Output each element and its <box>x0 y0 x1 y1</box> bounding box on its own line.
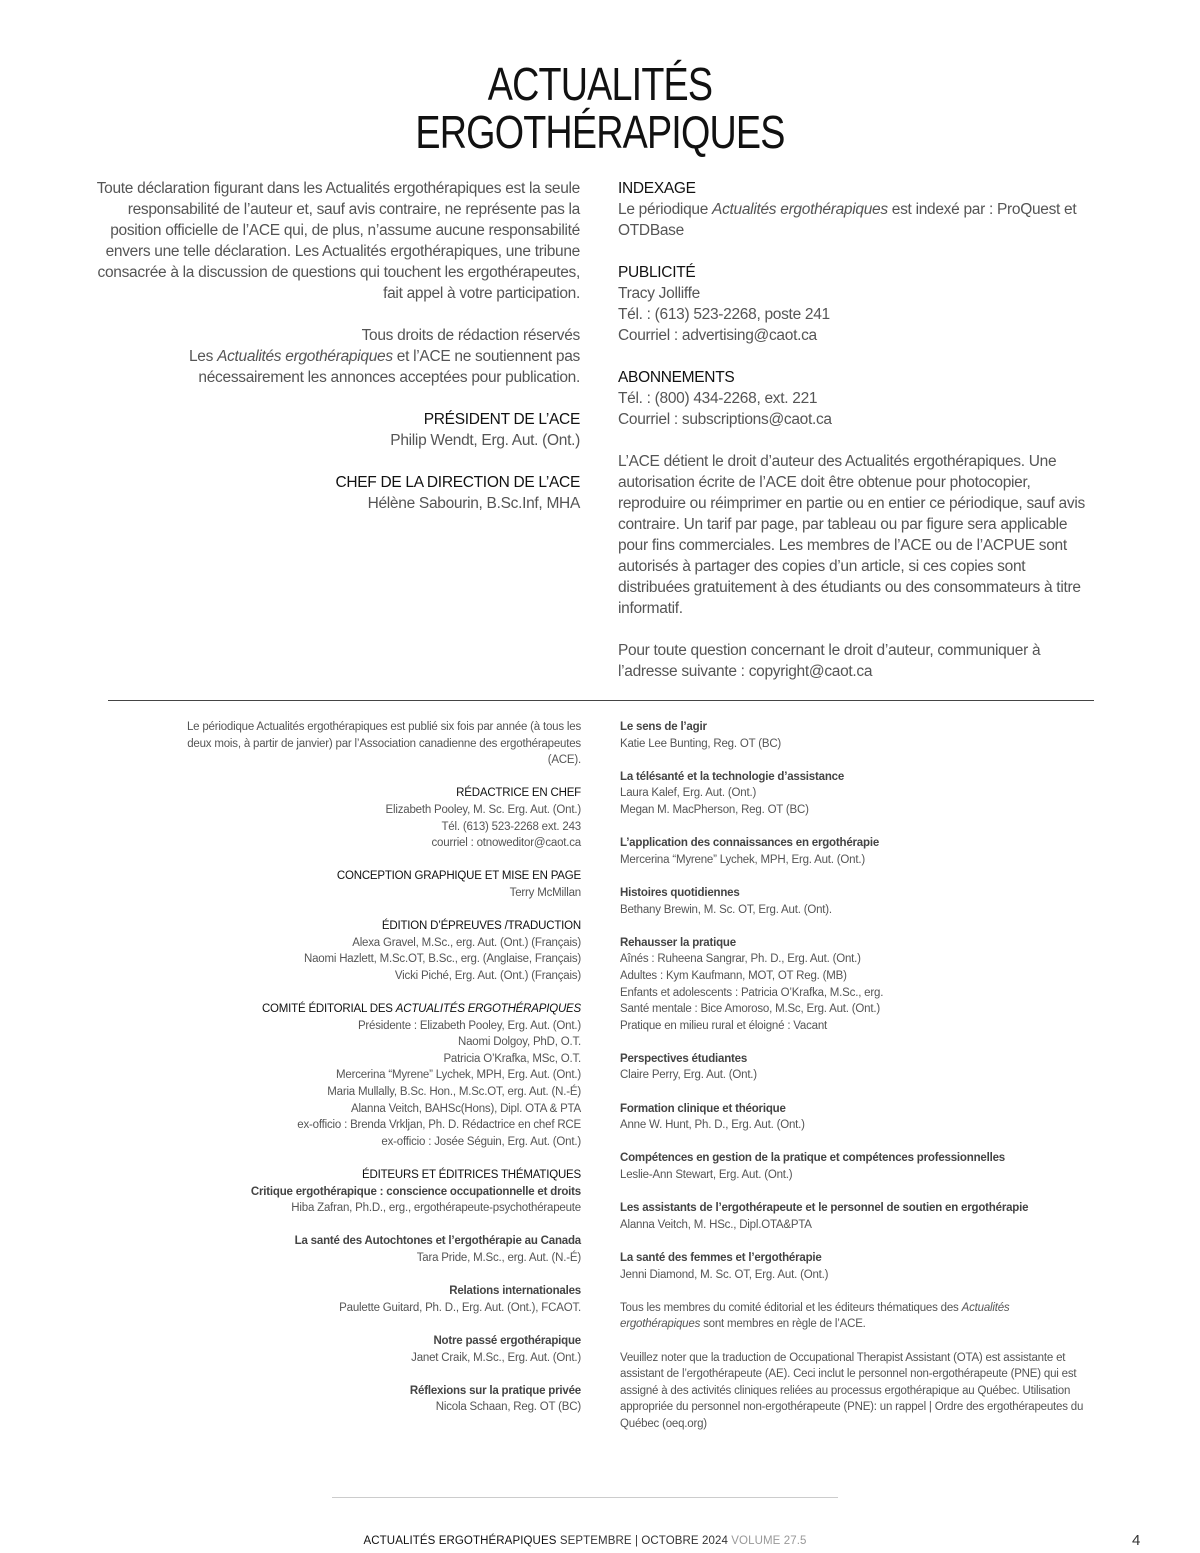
thematic-section <box>160 1383 581 1416</box>
indexage-block <box>618 178 1088 241</box>
advertising-block <box>618 262 1088 346</box>
committee-member: Naomi Dolgoy, PhD, O.T. <box>457 1036 581 1049</box>
thematic-topic: L’application des connaissances en ergothérapie <box>620 837 880 850</box>
thematic-topic: Réflexions sur la pratique privée <box>409 1384 581 1397</box>
proofreading-block <box>160 918 581 984</box>
rights-journal-name: Actualités ergothérapiques <box>217 348 393 365</box>
ceo-heading: CHEF DE LA DIRECTION DE L’ACE <box>335 474 580 491</box>
subscriptions-email: Courriel : subscriptions@caot.ca <box>618 411 832 428</box>
proofreading-line: Alexa Gravel, M.Sc., erg. Aut. (Ont.) (Français) <box>352 936 581 949</box>
thematic-section <box>620 1200 1090 1233</box>
subscriptions-heading: ABONNEMENTS <box>618 369 735 386</box>
design-heading: CONCEPTION GRAPHIQUE ET MISE EN PAGE <box>336 870 581 883</box>
design-name: Terry McMillan <box>509 886 581 899</box>
committee-heading-journal: ACTUALITÉS ERGOTHÉRAPIQUES <box>395 1003 581 1016</box>
committee-member: Patricia O’Krafka, MSc, O.T. <box>443 1052 581 1065</box>
page-number: 4 <box>1132 1532 1141 1549</box>
thematic-editor-name: Santé mentale : Bice Amoroso, M.Sc, Erg. Aut. (Ont.) <box>620 1003 880 1016</box>
thematic-topic: Formation clinique et théorique <box>620 1102 786 1115</box>
thematic-section <box>620 769 1090 819</box>
advertising-email: Courriel : advertising@caot.ca <box>618 327 817 344</box>
advertising-phone: Tél. : (613) 523-2268, poste 241 <box>618 306 830 323</box>
committee-member: Maria Mullally, B.Sc. Hon., M.Sc.OT, erg. Aut. (N.-É) <box>327 1086 581 1099</box>
page-footer <box>0 1534 1170 1548</box>
thematic-editor-name: Megan M. MacPherson, Reg. OT (BC) <box>620 803 809 816</box>
thematic-editor-name: Enfants et adolescents : Patricia O’Krafka, M.Sc., erg. <box>620 986 884 999</box>
section-divider <box>108 700 1094 701</box>
thematic-editor-name: Paulette Guitard, Ph. D., Erg. Aut. (Ont.), FCAOT. <box>339 1301 581 1314</box>
editor-heading: RÉDACTRICE EN CHEF <box>456 787 581 800</box>
thematic-topic: Les assistants de l’ergothérapeute et le personnel de soutien en ergothérapie <box>620 1202 1029 1215</box>
thematic-topic: Histoires quotidiennes <box>620 886 740 899</box>
indexage-heading: INDEXAGE <box>618 180 696 197</box>
rights-line: Tous droits de rédaction réservés <box>361 327 580 344</box>
thematic-editor-name: Adultes : Kym Kaufmann, MOT, OT Reg. (MB) <box>620 969 847 982</box>
subscriptions-block <box>618 367 1088 430</box>
thematic-editor-name: Aînés : Ruheena Sangrar, Ph. D., Erg. Aut. (Ont.) <box>620 953 861 966</box>
title-line-1: ACTUALITÉS <box>487 58 713 110</box>
proofreading-heading: ÉDITION D’ÉPREUVES /TRADUCTION <box>381 920 581 933</box>
president-name: Philip Wendt, Erg. Aut. (Ont.) <box>390 432 580 449</box>
thematic-section <box>620 1051 1090 1084</box>
thematic-section <box>620 719 1090 752</box>
thematic-topic: Notre passé ergothérapique <box>433 1334 581 1347</box>
president-heading: PRÉSIDENT DE L’ACE <box>423 411 580 428</box>
thematic-editor-name: Anne W. Hunt, Ph. D., Erg. Aut. (Ont.) <box>620 1119 805 1132</box>
thematic-topic: Perspectives étudiantes <box>620 1052 748 1065</box>
indexage-text-post: est indexé par : ProQuest et OTDBase <box>618 201 1077 239</box>
advertising-contact-name: Tracy Jolliffe <box>618 285 700 302</box>
committee-block <box>160 1001 581 1150</box>
indexage-journal-name: Actualités ergothérapiques <box>712 201 888 218</box>
thematic-editor-name: Janet Craik, M.Sc., Erg. Aut. (Ont.) <box>411 1351 581 1364</box>
publication-intro: Le périodique Actualités ergothérapiques est publié six fois par année (à tous les deux mois, à partir de janvier) par l’Association canadienne des ergothérapeutes (ACE). <box>186 721 581 767</box>
thematic-editor-name: Alanna Veitch, M. HSc., Dipl.OTA&PTA <box>620 1218 812 1231</box>
editor-line: courriel : otnoweditor@caot.ca <box>431 837 581 850</box>
footer-issue-date: SEPTEMBRE | OCTOBRE 2024 <box>559 1535 728 1547</box>
thematic-section <box>620 1250 1090 1283</box>
thematic-topic: Le sens de l’agir <box>620 721 707 733</box>
editor-line: Elizabeth Pooley, M. Sc. Erg. Aut. (Ont.) <box>385 803 581 816</box>
thematic-section <box>160 1233 581 1266</box>
proofreading-line: Naomi Hazlett, M.Sc.OT, B.Sc., erg. (Anglaise, Français) <box>303 953 581 966</box>
rights-paragraph <box>96 325 580 388</box>
credits-right-column <box>620 719 1090 1449</box>
editor-block <box>160 785 581 851</box>
committee-member: ex-officio : Josée Séguin, Erg. Aut. (Ont.) <box>381 1135 581 1148</box>
membership-note-journal: Actualités ergothérapiques <box>620 1301 1010 1331</box>
thematic-editor-name: Tara Pride, M.Sc., erg. Aut. (N.-É) <box>416 1252 581 1264</box>
thematic-editor-name: Mercerina “Myrene” Lychek, MPH, Erg. Aut. (Ont.) <box>620 853 865 866</box>
masthead-left-column <box>96 178 580 535</box>
thematic-editor-name: Bethany Brewin, M. Sc. OT, Erg. Aut. (Ont). <box>620 903 832 916</box>
thematic-section <box>620 885 1090 918</box>
rights-text-pre: Les <box>188 348 218 365</box>
thematic-section <box>620 935 1090 1035</box>
proofreading-line: Vicki Piché, Erg. Aut. (Ont.) (Français) <box>394 969 581 982</box>
ceo-name: Hélène Sabourin, B.Sc.Inf, MHA <box>367 495 580 512</box>
committee-heading <box>160 1001 581 1018</box>
design-block <box>160 868 581 901</box>
committee-member: Mercerina “Myrene” Lychek, MPH, Erg. Aut. (Ont.) <box>336 1069 581 1082</box>
committee-member: ex-officio : Brenda Vrkljan, Ph. D. Rédactrice en chef RCE <box>297 1119 581 1132</box>
thematic-section <box>620 835 1090 868</box>
ceo-block <box>96 472 580 514</box>
committee-heading-pre: COMITÉ ÉDITORIAL DES <box>261 1003 396 1016</box>
rights-text-post: et l’ACE ne soutiennent pas nécessairement les annonces acceptées pour publication. <box>198 348 580 386</box>
thematic-editor-name: Laura Kalef, Erg. Aut. (Ont.) <box>620 787 757 800</box>
footer-divider <box>332 1497 838 1498</box>
thematic-topic: La santé des femmes et l’ergothérapie <box>620 1252 822 1264</box>
committee-member: Présidente : Elizabeth Pooley, Erg. Aut. (Ont.) <box>357 1019 581 1032</box>
footer-journal-name: ACTUALITÉS ERGOTHÉRAPIQUES <box>363 1535 557 1547</box>
thematic-section <box>160 1283 581 1316</box>
disclaimer-paragraph: Toute déclaration figurant dans les Actualités ergothérapiques est la seule responsabilité de l’auteur et, sauf avis contraire, ne représente pas la position officielle de l’ACE qui, de plus, n’assume aucune responsabilité envers une telle déclaration. Les Actualités ergothérapiques, une tribune consacrée à la discussion de questions qui touchent les ergothérapeutes, fait appel à votre participation. <box>96 180 580 302</box>
masthead-right-column <box>618 178 1088 703</box>
thematic-section <box>160 1333 581 1366</box>
thematic-editor-name: Jenni Diamond, M. Sc. OT, Erg. Aut. (Ont.) <box>620 1268 829 1281</box>
thematic-topic: Relations internationales <box>449 1285 581 1298</box>
thematic-editor-name: Leslie-Ann Stewart, Erg. Aut. (Ont.) <box>620 1169 793 1182</box>
thematic-topic: La santé des Autochtones et l’ergothérapie au Canada <box>294 1235 581 1248</box>
indexage-text-pre: Le périodique <box>618 201 713 218</box>
copyright-contact-paragraph: Pour toute question concernant le droit d’auteur, communiquer à l’adresse suivante : copyright@caot.ca <box>618 642 1041 680</box>
thematic-editor-name: Katie Lee Bunting, Reg. OT (BC) <box>620 737 782 750</box>
footer-volume: VOLUME 27.5 <box>731 1535 807 1547</box>
thematic-editors-heading: ÉDITEURS ET ÉDITRICES THÉMATIQUES <box>362 1169 581 1182</box>
translation-note: Veuillez noter que la traduction de Occupational Therapist Assistant (OTA) est assistante et assistant de l’ergothérapeute (AE). Ceci inclut le personnel non-ergothérapeute (PNE) qui est assigné à des activités cliniques reliées au processus ergothérapique au Québec. Utilisation appropriée du personnel non-ergothérapeute (PNE): un rappel | Ordre des ergothérapeutes du Québec (oeq.org) <box>620 1351 1084 1430</box>
president-block <box>96 409 580 451</box>
membership-note-post: sont membres en règle de l’ACE. <box>700 1318 866 1331</box>
thematic-topic: La télésanté et la technologie d’assistance <box>620 770 845 783</box>
page-title <box>108 60 1092 156</box>
editor-line: Tél. (613) 523-2268 ext. 243 <box>441 820 581 833</box>
thematic-section <box>620 1101 1090 1134</box>
thematic-editor-name: Nicola Schaan, Reg. OT (BC) <box>435 1401 581 1414</box>
thematic-topic: Rehausser la pratique <box>620 936 736 949</box>
thematic-topic: Critique ergothérapique : conscience occupationnelle et droits <box>250 1185 581 1198</box>
committee-member: Alanna Veitch, BAHSc(Hons), Dipl. OTA & PTA <box>350 1102 581 1115</box>
thematic-editor-name: Hiba Zafran, Ph.D., erg., ergothérapeute-psychothérapeute <box>291 1202 581 1215</box>
thematic-editor-name: Pratique en milieu rural et éloigné : Vacant <box>620 1019 828 1032</box>
credits-left-column <box>160 719 581 1433</box>
thematic-editor-name: Claire Perry, Erg. Aut. (Ont.) <box>620 1069 757 1082</box>
thematic-section <box>620 1150 1090 1183</box>
title-line-2: ERGOTHÉRAPIQUES <box>415 106 785 158</box>
subscriptions-phone: Tél. : (800) 434-2268, ext. 221 <box>618 390 818 407</box>
membership-note-pre: Tous les membres du comité éditorial et les éditeurs thématiques des <box>620 1301 962 1314</box>
thematic-editors-block <box>160 1167 581 1217</box>
copyright-paragraph: L’ACE détient le droit d’auteur des Actualités ergothérapiques. Une autorisation écrite de l’ACE doit être obtenue pour photocopier, reproduire ou réimprimer en partie ou en entier ce périodique, sauf avis contraire. Un tarif par page, par tableau ou par figure sera applicable pour fins commerciales. Les membres de l’ACE ou de l’ACPUE sont autorisés à partager des copies d’un article, si ces copies sont distribuées gratuitement à des étudiants ou des consommateurs à titre informatif. <box>618 453 1085 617</box>
membership-note <box>620 1300 1090 1333</box>
advertising-heading: PUBLICITÉ <box>618 264 696 281</box>
thematic-topic: Compétences en gestion de la pratique et compétences professionnelles <box>620 1152 1005 1165</box>
